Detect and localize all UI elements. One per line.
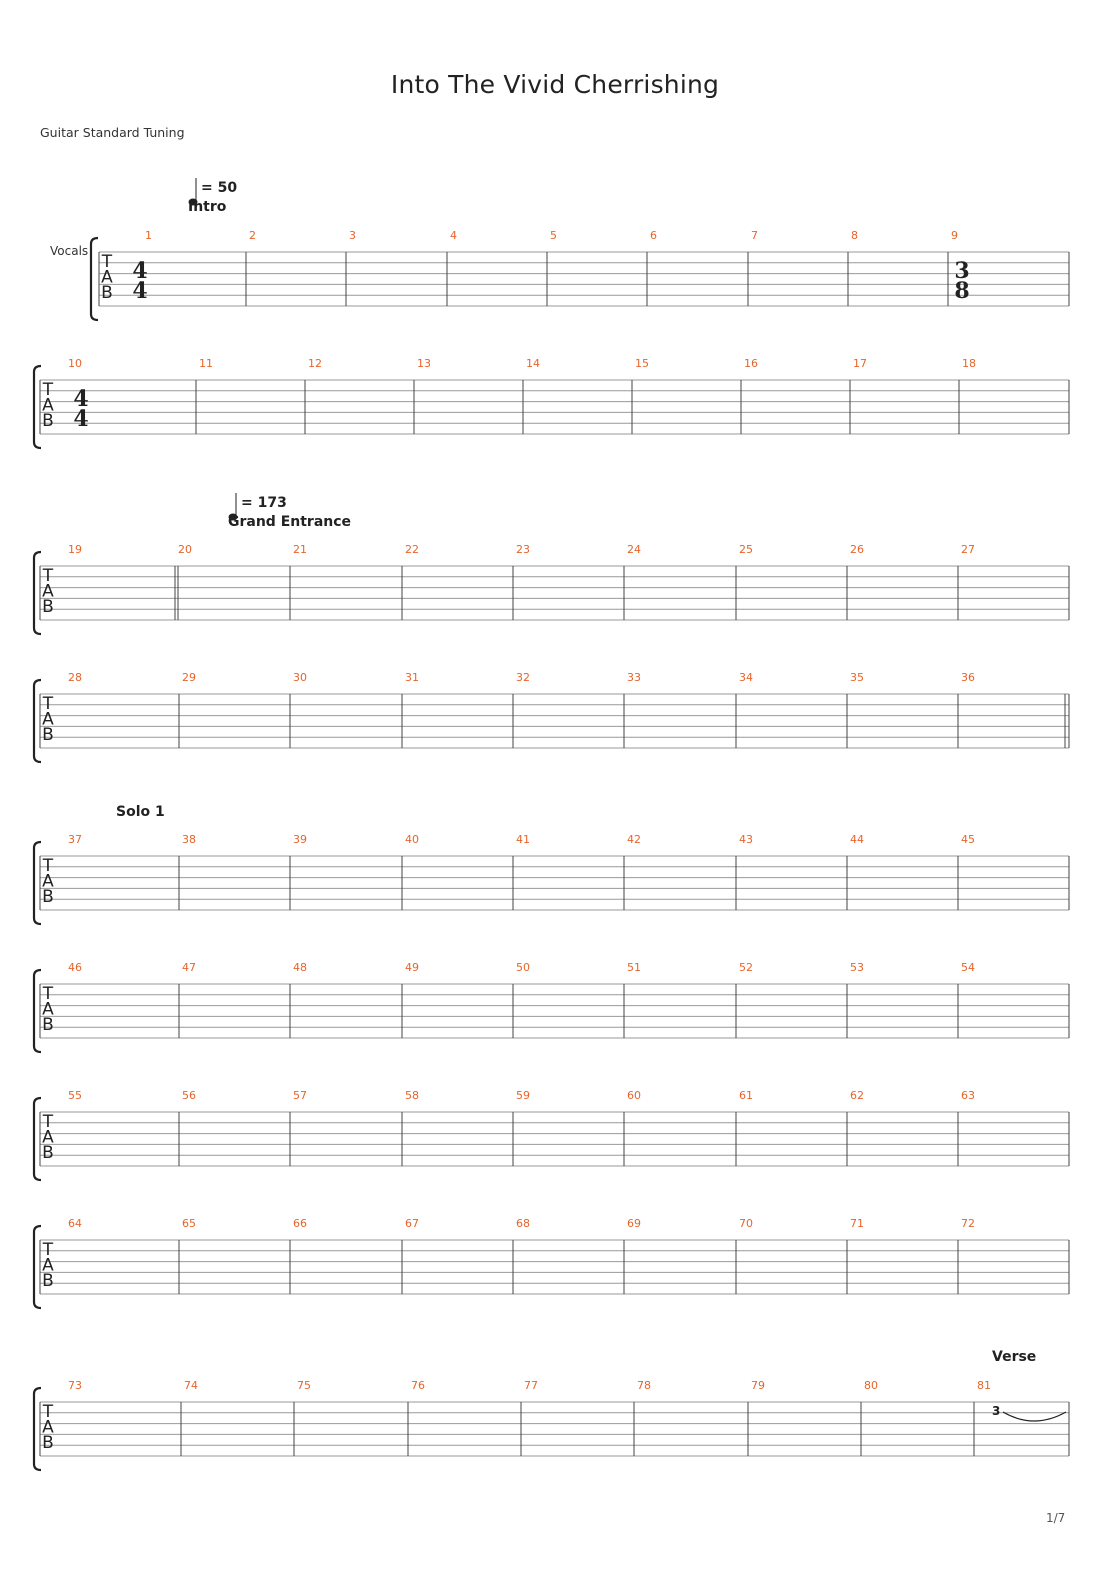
measure-number: 5: [550, 229, 557, 242]
measure-number: 7: [751, 229, 758, 242]
measure-number: 62: [850, 1089, 864, 1102]
measure-number: 39: [293, 833, 307, 846]
measure-number: 49: [405, 961, 419, 974]
measure-number: 29: [182, 671, 196, 684]
measure-number: 26: [850, 543, 864, 556]
measure-number: 79: [751, 1379, 765, 1392]
time-signature-bottom: 8: [954, 278, 970, 304]
time-signature-bottom: 4: [132, 278, 148, 304]
measure-number: 60: [627, 1089, 641, 1102]
measure-number: 3: [349, 229, 356, 242]
measure-number: 2: [249, 229, 256, 242]
tab-clef-letter: B: [42, 1143, 54, 1163]
measure-number: 61: [739, 1089, 753, 1102]
measure-number: 22: [405, 543, 419, 556]
measure-number: 15: [635, 357, 649, 370]
tuplet-slur: [1003, 1412, 1066, 1421]
measure-number: 80: [864, 1379, 878, 1392]
measure-number: 65: [182, 1217, 196, 1230]
tab-clef-letter: A: [42, 581, 54, 602]
tab-clef-letter: B: [42, 597, 54, 617]
tab-clef-letter: B: [42, 887, 54, 907]
measure-number: 76: [411, 1379, 425, 1392]
measure-number: 56: [182, 1089, 196, 1102]
tab-clef-letter: A: [42, 1417, 54, 1438]
measure-number: 52: [739, 961, 753, 974]
measure-number: 41: [516, 833, 530, 846]
measure-number: 50: [516, 961, 530, 974]
measure-number: 20: [178, 543, 192, 556]
tab-clef-letter: T: [42, 566, 54, 586]
tempo-marking: = 173: [241, 495, 287, 511]
tab-clef-letter: T: [42, 1112, 54, 1132]
measure-number: 44: [850, 833, 864, 846]
measure-number: 42: [627, 833, 641, 846]
tab-clef-letter: T: [42, 1402, 54, 1422]
measure-number: 1: [145, 229, 152, 242]
measure-number: 73: [68, 1379, 82, 1392]
measure-number: 25: [739, 543, 753, 556]
section-marker: Solo 1: [116, 804, 165, 820]
tab-clef-letter: B: [42, 1271, 54, 1291]
measure-number: 40: [405, 833, 419, 846]
tab-clef-letter: A: [42, 999, 54, 1020]
tab-clef-letter: T: [42, 694, 54, 714]
measure-number: 57: [293, 1089, 307, 1102]
measure-number: 30: [293, 671, 307, 684]
measure-number: 43: [739, 833, 753, 846]
measure-number: 11: [199, 357, 213, 370]
measure-number: 27: [961, 543, 975, 556]
measure-number: 66: [293, 1217, 307, 1230]
measure-number: 13: [417, 357, 431, 370]
measure-number: 63: [961, 1089, 975, 1102]
measure-number: 45: [961, 833, 975, 846]
section-marker: Intro: [188, 199, 227, 215]
time-signature-top: 3: [954, 258, 970, 284]
measure-number: 37: [68, 833, 82, 846]
tuning-label: Guitar Standard Tuning: [40, 125, 185, 140]
measure-number: 18: [962, 357, 976, 370]
measure-number: 28: [68, 671, 82, 684]
tab-clef-letter: A: [42, 1255, 54, 1276]
tab-clef-letter: T: [42, 380, 54, 400]
tab-clef-letter: B: [42, 1433, 54, 1453]
measure-number: 71: [850, 1217, 864, 1230]
tab-clef-letter: B: [42, 725, 54, 745]
measure-number: 72: [961, 1217, 975, 1230]
tab-clef-letter: A: [42, 395, 54, 416]
tuplet-number: 3: [992, 1404, 1001, 1418]
measure-number: 47: [182, 961, 196, 974]
tab-clef-letter: A: [42, 709, 54, 730]
measure-number: 77: [524, 1379, 538, 1392]
measure-number: 70: [739, 1217, 753, 1230]
measure-number: 32: [516, 671, 530, 684]
time-signature-bottom: 4: [73, 406, 89, 432]
measure-number: 46: [68, 961, 82, 974]
tab-clef-letter: T: [101, 252, 113, 272]
measure-number: 4: [450, 229, 457, 242]
measure-number: 33: [627, 671, 641, 684]
measure-number: 74: [184, 1379, 198, 1392]
measure-number: 12: [308, 357, 322, 370]
measure-number: 8: [851, 229, 858, 242]
measure-number: 14: [526, 357, 540, 370]
measure-number: 16: [744, 357, 758, 370]
measure-number: 34: [739, 671, 753, 684]
measure-number: 59: [516, 1089, 530, 1102]
measure-number: 17: [853, 357, 867, 370]
measure-number: 35: [850, 671, 864, 684]
measure-number: 19: [68, 543, 82, 556]
page-number: 1/7: [1046, 1511, 1066, 1525]
measure-number: 6: [650, 229, 657, 242]
measure-number: 48: [293, 961, 307, 974]
tab-clef-letter: T: [42, 984, 54, 1004]
measure-number: 78: [637, 1379, 651, 1392]
measure-number: 69: [627, 1217, 641, 1230]
measure-number: 64: [68, 1217, 82, 1230]
measure-number: 10: [68, 357, 82, 370]
measure-number: 55: [68, 1089, 82, 1102]
measure-number: 53: [850, 961, 864, 974]
measure-number: 58: [405, 1089, 419, 1102]
tab-clef-letter: B: [42, 1015, 54, 1035]
time-signature-top: 4: [132, 258, 148, 284]
measure-number: 9: [951, 229, 958, 242]
section-marker: Verse: [992, 1349, 1037, 1365]
measure-number: 31: [405, 671, 419, 684]
tab-clef-letter: T: [42, 1240, 54, 1260]
measure-number: 54: [961, 961, 975, 974]
measure-number: 21: [293, 543, 307, 556]
tab-clef-letter: T: [42, 856, 54, 876]
measure-number: 75: [297, 1379, 311, 1392]
tab-clef-letter: A: [42, 871, 54, 892]
tab-clef-letter: B: [42, 411, 54, 431]
measure-number: 38: [182, 833, 196, 846]
time-signature-top: 4: [73, 386, 89, 412]
tempo-marking: = 50: [201, 180, 238, 196]
measure-number: 24: [627, 543, 641, 556]
measure-number: 51: [627, 961, 641, 974]
tab-clef-letter: A: [42, 1127, 54, 1148]
measure-number: 67: [405, 1217, 419, 1230]
score-title: Into The Vivid Cherrishing: [390, 70, 720, 99]
measure-number: 68: [516, 1217, 530, 1230]
tab-clef-letter: A: [101, 267, 113, 288]
measure-number: 36: [961, 671, 975, 684]
measure-number: 81: [977, 1379, 991, 1392]
instrument-name: Vocals: [50, 244, 89, 258]
system-bracket: [91, 238, 98, 320]
measure-number: 23: [516, 543, 530, 556]
section-marker: Grand Entrance: [228, 514, 352, 530]
tab-clef-letter: B: [101, 283, 113, 303]
